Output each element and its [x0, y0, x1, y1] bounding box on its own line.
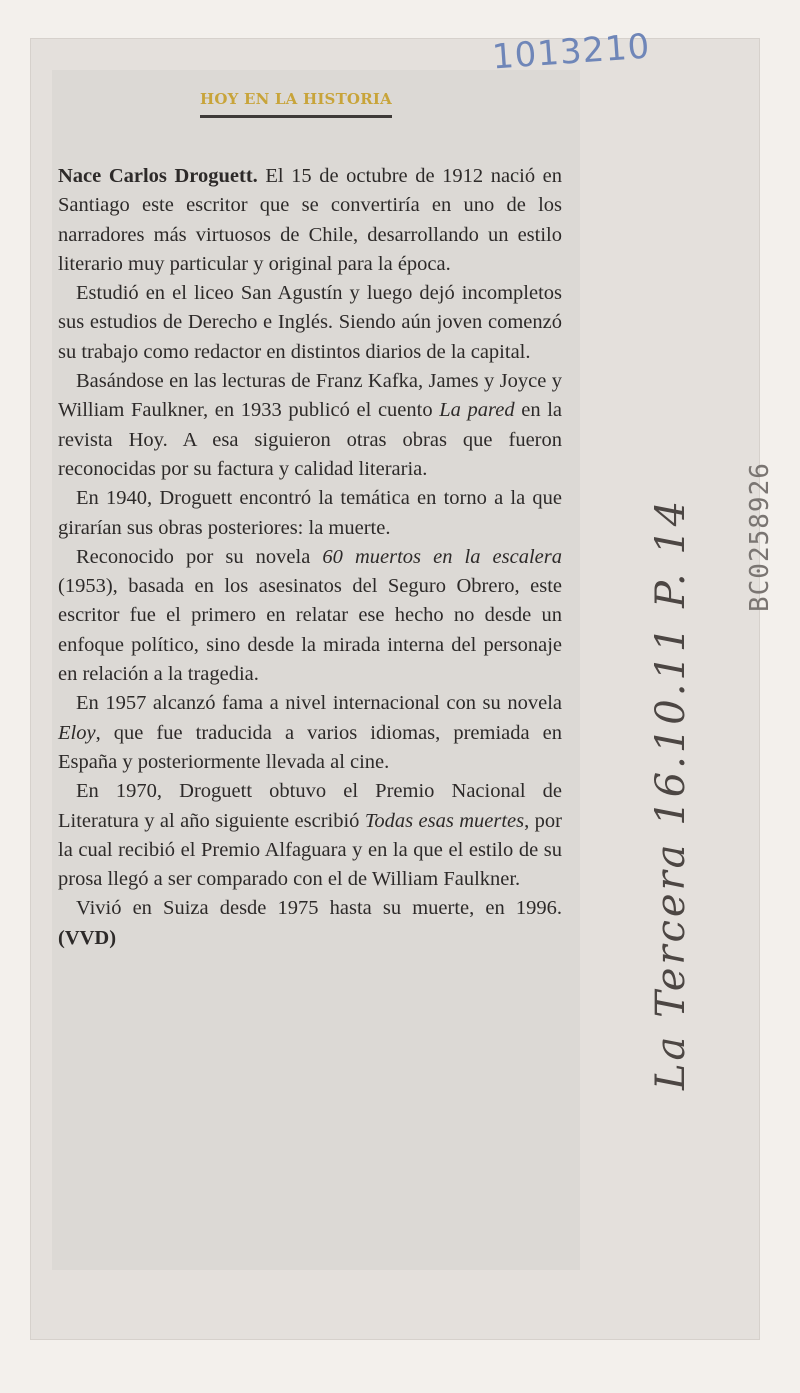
paragraph-text: En 1940, Droguett encontró la temática en torno a la que girarían sus obras posteriores: la muerte.: [58, 487, 562, 539]
article-body: [58, 162, 562, 953]
paragraph-text: Reconocido por su novela: [76, 545, 323, 568]
article-paragraph: [58, 162, 562, 279]
article-paragraph: [58, 279, 562, 367]
paragraph-text: , por la cual recibió el Premio Alfaguara y en la que el estilo de su prosa llegó a ser comparado con el de William Faulkner.: [58, 809, 562, 891]
article-paragraph: [58, 894, 562, 953]
paragraph-text: En 1970, Droguett obtuvo el Premio Nacional de Literatura y al año siguiente escribió: [58, 780, 562, 832]
article-paragraph: [58, 484, 562, 543]
article-lead: Nace Carlos Droguett.: [58, 165, 258, 187]
work-title: Eloy: [58, 721, 96, 744]
paragraph-text: Basándose en las lecturas de Franz Kafka, James y Joyce y William Faulkner, en 1933 publicó el cuento: [58, 370, 562, 422]
article-paragraph: [58, 543, 562, 689]
work-title: La pared: [439, 399, 515, 422]
archive-number: 1013210: [490, 26, 652, 78]
work-title: 60 muertos en la escalera: [322, 545, 562, 568]
article-paragraph: [58, 689, 562, 777]
paragraph-text: en la revista Hoy. A esa siguieron otras obras que fueron reconocidas por su factura y calidad literaria.: [58, 399, 562, 480]
handwritten-note: La Tercera 16.10.11 P. 14: [648, 497, 694, 1090]
paragraph-text: El 15 de octubre de 1912 nació en Santiago este escritor que se convertiría en uno de los narradores más virtuosos de Chile, desarrollando un estilo literario muy particular y original para la época.: [58, 165, 563, 275]
author-signature: (VVD): [58, 926, 117, 949]
section-header: HOY EN LA HISTORIA: [200, 90, 392, 118]
article-paragraph: [58, 367, 562, 484]
stamp-code: BC0258926: [745, 462, 775, 612]
paragraph-text: En 1957 alcanzó fama a nivel internacional con su novela: [76, 692, 562, 715]
paragraph-text: Vivió en Suiza desde 1975 hasta su muerte, en 1996.: [76, 897, 562, 920]
paragraph-text: , que fue traducida a varios idiomas, premiada en España y posteriormente llevada al cine.: [58, 721, 562, 773]
work-title: Todas esas muertes: [364, 809, 525, 832]
paragraph-text: Estudió en el liceo San Agustín y luego dejó incompletos sus estudios de Derecho e Inglés. Siendo aún joven comenzó su trabajo como redactor en distintos diarios de la capital.: [58, 282, 562, 363]
paragraph-text: (1953), basada en los asesinatos del Seguro Obrero, este escritor fue el primero en relatar ese hecho no desde un enfoque político, sino desde la mirada interna del personaje en relación a la tragedia.: [58, 575, 562, 686]
article-paragraph: [58, 777, 562, 894]
